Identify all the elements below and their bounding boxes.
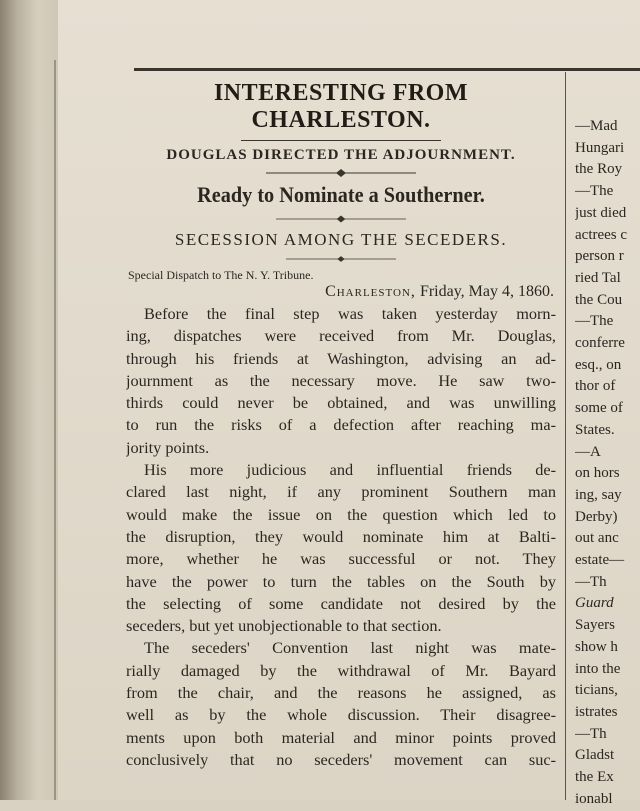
column-line: out anc (575, 530, 619, 547)
column-line: States. (575, 421, 615, 438)
column-line: ried Tal (575, 269, 621, 286)
deck-ready-to-nominate: Ready to Nominate a Southerner. (197, 182, 485, 207)
text-line: well as by the whole discussion. Their disagree- (126, 705, 556, 725)
text-line: the disruption, they would nominate him at Balti- (126, 526, 556, 546)
headline-rule (241, 140, 441, 141)
ornament-divider-icon (266, 168, 416, 178)
dateline-date: Friday, May 4, 1860. (419, 283, 554, 300)
column-divider (565, 72, 566, 800)
text-line: His more judicious and influential friends de- (144, 460, 556, 480)
text-line: seceders, but yet unobjectionable to that section. (126, 616, 442, 636)
column-line: the Roy (575, 161, 623, 178)
binding-shadow (0, 0, 58, 800)
binding-edge (54, 60, 56, 800)
column-line: ionabl (575, 790, 613, 807)
text-line: jority points. (126, 437, 210, 457)
adjacent-column (575, 116, 640, 811)
column-line: ticians, (575, 682, 618, 699)
column-line: Hungari (575, 139, 625, 156)
column-line: Guard (575, 595, 614, 612)
text-line: ments upon both material and minor points proved (126, 727, 556, 747)
text-line: have the power to turn the tables on the South by (126, 571, 556, 591)
column-line: —Th (575, 725, 607, 742)
ornament-divider-icon (276, 214, 406, 224)
ornament-divider-icon (286, 254, 396, 264)
column-line: esq., on (575, 356, 622, 373)
column-line: ing, say (575, 486, 622, 503)
text-line: rially damaged by the withdrawal of Mr. Bayard (126, 660, 556, 680)
column-line: the Ex (575, 769, 614, 786)
text-line: journment as the necessary move. He saw two- (126, 370, 556, 390)
column-line: —The (575, 313, 614, 330)
column-line: thor of (575, 378, 616, 395)
text-line: more, whether he was successful or not. They (126, 549, 556, 569)
paragraph (122, 459, 560, 637)
article (122, 74, 560, 771)
paragraph (122, 303, 560, 459)
text-line: to run the risks of a defection after reaching ma- (126, 415, 556, 435)
column-line: conferre (575, 335, 625, 352)
column-line: Gladst (575, 747, 615, 764)
article-headline: INTERESTING FROM CHARLESTON. (213, 80, 469, 133)
column-line: actrees c (575, 226, 628, 243)
column-line: into the (575, 660, 621, 677)
column-line: —Th (575, 573, 607, 590)
dateline (122, 283, 554, 301)
column-line: the Cou (575, 291, 623, 308)
column-top-rule (134, 68, 640, 71)
text-line: through his friends at Washington, advising an ad- (126, 348, 556, 368)
column-line: just died (575, 204, 627, 221)
dispatch-credit: Special Dispatch to The N. Y. Tribune. (128, 268, 314, 282)
column-line: —Mad (575, 118, 618, 134)
text-line: Before the final step was taken yesterday morn- (144, 304, 556, 323)
column-line: show h (575, 638, 618, 655)
text-line: conclusively that no seceders' movement can suc- (126, 749, 556, 769)
paragraph (122, 637, 560, 771)
column-line: Derby) (575, 508, 618, 525)
column-line: —The (575, 183, 614, 200)
deck-secession: SECESSION AMONG THE SECEDERS. (174, 230, 508, 249)
column-line: some of (575, 400, 623, 417)
column-line: istrates (575, 703, 618, 720)
column-line: person r (575, 248, 624, 265)
text-line: from the chair, and the reasons he assigned, as (126, 683, 556, 703)
column-line: on hors (575, 465, 620, 482)
text-line: clared last night, if any prominent Southern man (126, 482, 556, 502)
text-line: The seceders' Convention last night was mate- (144, 638, 556, 658)
text-line: ing, dispatches were received from Mr. Douglas, (126, 326, 556, 346)
text-line: the selecting of some candidate not desired by the (126, 593, 556, 613)
text-line: would make the issue on the question which led to (126, 504, 556, 524)
dateline-city: Charleston, (325, 283, 416, 300)
column-line: Sayers (575, 617, 615, 634)
column-line: estate— (575, 552, 625, 569)
column-line: —A (575, 443, 601, 460)
text-line: thirds could never be obtained, and was unwilling (126, 393, 556, 413)
deck-douglas: DOUGLAS DIRECTED THE ADJOURNMENT. (166, 147, 516, 163)
